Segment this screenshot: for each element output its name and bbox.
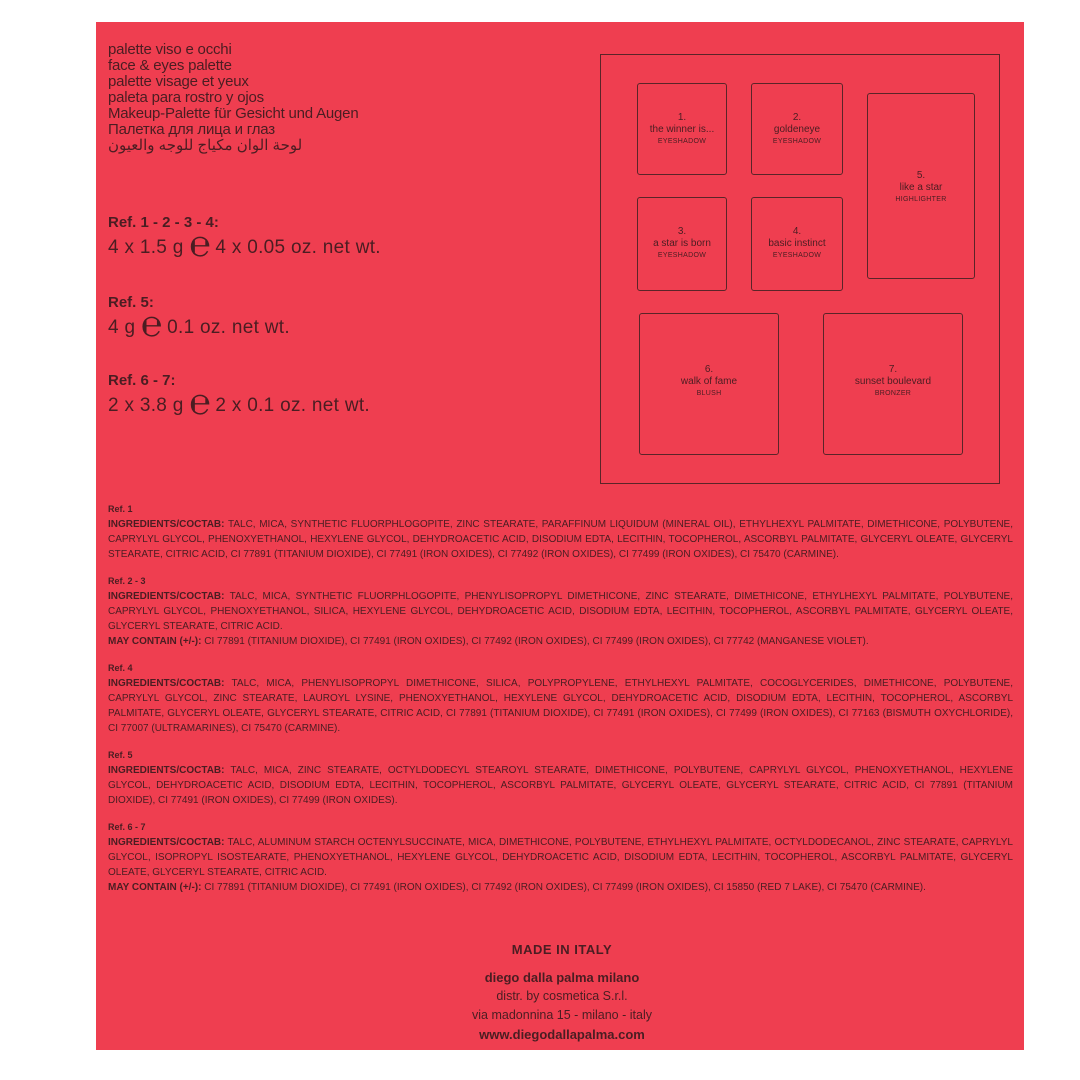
ingredients-block-ref-2-3 — [108, 574, 1013, 649]
pan-type: EYESHADOW — [657, 252, 707, 259]
net-weight-ref-5 — [108, 294, 290, 344]
pan-name: sunset boulevard — [854, 376, 932, 387]
ingredients-block-ref-1 — [108, 502, 1013, 562]
product-name-ru: Палетка для лица и глаз — [108, 121, 275, 138]
product-name-es: paleta para rostro y ojos — [108, 89, 264, 106]
product-name-de: Makeup-Palette für Gesicht und Augen — [108, 105, 359, 122]
palette-pan-2 — [751, 83, 843, 175]
ingredients-text — [108, 676, 1013, 736]
ingredients-text — [108, 589, 1013, 634]
pan-type: BRONZER — [874, 390, 912, 397]
ingredients-text — [108, 517, 1013, 562]
ingredients-label: INGREDIENTS/COCTAB: — [108, 678, 225, 689]
product-name-it: palette viso e occhi — [108, 41, 232, 58]
net-weight-ref-6-7 — [108, 372, 371, 422]
net-weight-metric: 4 g — [108, 317, 136, 338]
website-link[interactable]: www.diegodallapalma.com — [479, 1027, 645, 1042]
may-contain-label: MAY CONTAIN (+/-): — [108, 636, 202, 647]
ingredients-ref-label: Ref. 5 — [108, 750, 133, 760]
may-contain-list: CI 77891 (TITANIUM DIOXIDE), CI 77491 (IRON OXIDES), CI 77492 (IRON OXIDES), CI 77499 (IRON OXIDES), CI 77742 (MANGANESE VIOLET). — [204, 636, 869, 647]
pan-number: 6. — [704, 364, 714, 375]
pan-number: 2. — [792, 112, 802, 123]
made-in-label: MADE IN ITALY — [511, 942, 613, 957]
may-contain-label: MAY CONTAIN (+/-): — [108, 882, 202, 893]
pan-number: 5. — [916, 170, 926, 181]
palette-pan-5 — [867, 93, 975, 279]
ingredients-block-ref-6-7 — [108, 820, 1013, 895]
product-name-ar: لوحة الوان مكياج للوجه والعيون — [108, 137, 303, 154]
ingredients-text — [108, 763, 1013, 808]
product-name-en: face & eyes palette — [108, 57, 232, 74]
pan-number: 3. — [677, 226, 687, 237]
pan-type: BLUSH — [696, 390, 722, 397]
estimated-sign-icon: ℮ — [189, 381, 210, 422]
net-weight-values — [108, 223, 381, 264]
palette-pan-4 — [751, 197, 843, 291]
net-weight-ref-1-4 — [108, 214, 381, 264]
product-label-sheet — [96, 22, 1024, 1050]
ingredients-ref-label: Ref. 1 — [108, 504, 133, 514]
ingredients-label: INGREDIENTS/COCTAB: — [108, 837, 225, 848]
may-contain-text — [108, 634, 1013, 649]
ingredients-ref-label: Ref. 4 — [108, 663, 133, 673]
net-weight-imperial: 4 x 0.05 oz. net wt. — [215, 237, 381, 258]
pan-name: walk of fame — [680, 376, 738, 387]
may-contain-list: CI 77891 (TITANIUM DIOXIDE), CI 77491 (IRON OXIDES), CI 77492 (IRON OXIDES), CI 77499 (IRON OXIDES), CI 15850 (RED 7 LAKE), CI 75470 (CARMINE). — [204, 882, 926, 893]
pan-name: basic instinct — [768, 238, 826, 249]
pan-name: goldeneye — [773, 124, 821, 135]
pan-name: like a star — [899, 182, 943, 193]
ingredients-text — [108, 835, 1013, 880]
ingredients-ref-label: Ref. 2 - 3 — [108, 576, 146, 586]
pan-type: HIGHLIGHTER — [895, 196, 947, 203]
pan-number: 1. — [677, 112, 687, 123]
ingredients-label: INGREDIENTS/COCTAB: — [108, 591, 225, 602]
pan-name: the winner is... — [649, 124, 715, 135]
pan-type: EYESHADOW — [772, 138, 822, 145]
address-line: via madonnina 15 - milano - italy — [472, 1008, 652, 1022]
ingredients-label: INGREDIENTS/COCTAB: — [108, 519, 225, 530]
ingredients-list: TALC, ALUMINUM STARCH OCTENYLSUCCINATE, MICA, DIMETHICONE, POLYBUTENE, ETHYLHEXYL PALMITATE, OCTYLDODECANOL, ZINC STEARATE, CAPRYLYL GLYCOL, ISOPROPYL ISOSTEARATE, PHENOXYETHANOL, HEXYLENE GLYCOL, DEHYDROACETIC ACID, DISODIUM EDTA, LECITHIN, TOCOPHEROL, ASCORBYL PALMITATE, GLYCERYL OLEATE, GLYCERYL STEARATE, CITRIC ACID. — [108, 837, 1013, 878]
ingredients-list: TALC, MICA, ZINC STEARATE, OCTYLDODECYL STEAROYL STEARATE, DIMETHICONE, POLYBUTENE, CAPRYLYL GLYCOL, PHENOXYETHANOL, HEXYLENE GLYCOL, DEHYDROACETIC ACID, DISODIUM EDTA, LECITHIN, TOCOPHEROL, ASCORBYL PALMITATE, GLYCERYL OLEATE, GLYCERYL STEARATE, CITRIC ACID, CI 77891 (TITANIUM DIOXIDE), CI 77491 (IRON OXIDES), CI 77499 (IRON OXIDES). — [108, 765, 1013, 806]
ingredients-ref-label: Ref. 6 - 7 — [108, 822, 146, 832]
brand-name: diego dalla palma milano — [484, 970, 640, 985]
net-weight-imperial: 0.1 oz. net wt. — [167, 317, 290, 338]
ingredients-label: INGREDIENTS/COCTAB: — [108, 765, 225, 776]
palette-layout-diagram — [600, 54, 1000, 484]
pan-type: EYESHADOW — [657, 138, 707, 145]
palette-pan-6 — [639, 313, 779, 455]
net-weight-imperial: 2 x 0.1 oz. net wt. — [215, 395, 371, 416]
palette-pan-1 — [637, 83, 727, 175]
ingredients-list: TALC, MICA, SYNTHETIC FLUORPHLOGOPITE, ZINC STEARATE, PARAFFINUM LIQUIDUM (MINERAL OIL), ETHYLHEXYL PALMITATE, DIMETHICONE, POLYBUTENE, CAPRYLYL GLYCOL, PHENOXYETHANOL, HEXYLENE GLYCOL, DEHYDROACETIC ACID, DISODIUM EDTA, LECITHIN, TOCOPHEROL, ASCORBYL PALMITATE, GLYCERYL OLEATE, GLYCERYL STEARATE, CITRIC ACID, CI 77891 (TITANIUM DIOXIDE), CI 77491 (IRON OXIDES), CI 77492 (IRON OXIDES), CI 77499 (IRON OXIDES), CI 75470 (CARMINE). — [108, 519, 1013, 560]
pan-name: a star is born — [653, 238, 711, 249]
net-weight-ref-label: Ref. 5: — [108, 294, 154, 311]
ingredients-list: TALC, MICA, SYNTHETIC FLUORPHLOGOPITE, PHENYLISOPROPYL DIMETHICONE, ZINC STEARATE, DIMETHICONE, ETHYLHEXYL PALMITATE, POLYBUTENE, CAPRYLYL GLYCOL, PHENOXYETHANOL, SILICA, HEXYLENE GLYCOL, DEHYDROACETIC ACID, DISODIUM EDTA, LECITHIN, TOCOPHEROL, ASCORBYL PALMITATE, GLYCERYL OLEATE, GLYCERYL STEARATE, CITRIC ACID. — [108, 591, 1013, 632]
estimated-sign-icon: ℮ — [189, 223, 210, 264]
pan-type: EYESHADOW — [772, 252, 822, 259]
pan-number: 7. — [888, 364, 898, 375]
net-weight-metric: 4 x 1.5 g — [108, 237, 184, 258]
palette-pan-7 — [823, 313, 963, 455]
product-name-translations — [108, 42, 358, 154]
net-weight-values — [108, 381, 371, 422]
ingredients-block-ref-4 — [108, 661, 1013, 736]
net-weight-ref-label: Ref. 1 - 2 - 3 - 4: — [108, 214, 219, 231]
net-weight-ref-label: Ref. 6 - 7: — [108, 372, 176, 389]
pan-number: 4. — [792, 226, 802, 237]
net-weight-metric: 2 x 3.8 g — [108, 395, 184, 416]
estimated-sign-icon: ℮ — [140, 303, 162, 344]
ingredients-block-ref-5 — [108, 748, 1013, 808]
may-contain-text — [108, 880, 1013, 895]
ingredients-section — [108, 502, 1013, 907]
ingredients-list: TALC, MICA, PHENYLISOPROPYL DIMETHICONE, SILICA, POLYPROPYLENE, ETHYLHEXYL PALMITATE, COCOGLYCERIDES, DIMETHICONE, POLYBUTENE, CAPRYLYL GLYCOL, ZINC STEARATE, LAUROYL LYSINE, PHENOXYETHANOL, HEXYLENE GLYCOL, DEHYDROACETIC ACID, DISODIUM EDTA, LECITHIN, TOCOPHEROL, ASCORBYL PALMITATE, GLYCERYL OLEATE, GLYCERYL STEARATE, CITRIC ACID, CI 77891 (TITANIUM DIOXIDE), CI 77491 (IRON OXIDES), CI 77499 (IRON OXIDES), CI 77163 (BISMUTH OXYCHLORIDE), CI 77007 (ULTRAMARINES), CI 75470 (CARMINE). — [108, 678, 1013, 734]
net-weight-values — [108, 303, 290, 344]
product-name-fr: palette visage et yeux — [108, 73, 249, 90]
palette-pan-3 — [637, 197, 727, 291]
distributor-line: distr. by cosmetica S.r.l. — [496, 989, 628, 1003]
